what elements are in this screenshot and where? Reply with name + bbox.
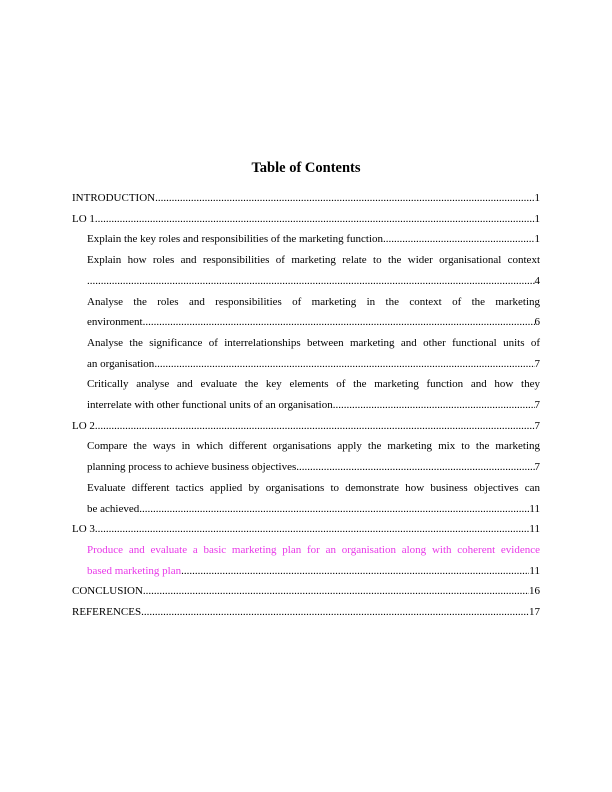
toc-leader-line xyxy=(87,312,540,333)
dot-leader xyxy=(155,188,534,209)
toc-entry-label: be achieved xyxy=(87,502,140,515)
toc-page-number: 7 xyxy=(534,357,540,370)
toc-entry-label: REFERENCES xyxy=(72,606,142,619)
toc-entry[interactable] xyxy=(72,416,540,437)
toc-entry-label: an organisation xyxy=(87,357,155,370)
toc-entry-label: INTRODUCTION xyxy=(72,192,156,204)
toc-leader-line xyxy=(72,209,540,230)
toc-page-number: 11 xyxy=(529,564,540,577)
toc-entry[interactable] xyxy=(72,292,540,333)
toc-entry-label: LO 3 xyxy=(72,523,95,536)
toc-leader-line xyxy=(87,229,540,250)
toc-entry[interactable] xyxy=(72,250,540,291)
dot-leader xyxy=(95,416,535,437)
dot-leader xyxy=(154,354,534,375)
toc-page-number: 7 xyxy=(534,461,540,474)
toc-page-number: 1 xyxy=(534,212,540,225)
toc-entry-text: Explain how roles and responsibilities of marketing relate to the wider organisational context xyxy=(87,254,540,267)
toc-entry[interactable] xyxy=(72,436,540,477)
toc-page-number: 7 xyxy=(534,399,540,412)
toc-leader-line xyxy=(87,499,540,520)
dot-leader xyxy=(296,457,534,478)
dot-leader xyxy=(87,271,535,292)
dot-leader xyxy=(139,499,529,520)
toc-leader-line xyxy=(72,188,540,209)
dot-leader xyxy=(181,561,529,582)
toc-page-number: 7 xyxy=(534,419,540,432)
dot-leader xyxy=(143,312,535,333)
toc-leader-line xyxy=(87,395,540,416)
toc-entry[interactable] xyxy=(72,209,540,230)
toc-entry-text: Analyse the significance of interrelationships between marketing and other functional units of xyxy=(87,336,540,349)
toc-entry[interactable] xyxy=(72,540,540,581)
toc-entry-label: planning process to achieve business objectives xyxy=(87,461,297,474)
toc-entry-text: Analyse the roles and responsibilities of marketing in the context of the marketing xyxy=(87,295,540,308)
dot-leader xyxy=(143,581,529,602)
dot-leader xyxy=(95,209,535,230)
toc-entry[interactable] xyxy=(72,333,540,374)
toc-entry-text: Produce and evaluate a basic marketing plan for an organisation along with coherent evidence xyxy=(87,543,540,556)
toc-leader-line xyxy=(87,354,540,375)
dot-leader xyxy=(141,602,529,623)
toc-page-number: 4 xyxy=(534,274,540,287)
toc-entry[interactable] xyxy=(72,581,540,602)
toc-page-number: 16 xyxy=(529,585,540,598)
toc-entry-label: Explain the key roles and responsibilities of the marketing function xyxy=(87,233,384,246)
toc-entry-label: based marketing plan xyxy=(87,564,182,577)
dot-leader xyxy=(95,519,529,540)
toc-entry-text: Evaluate different tactics applied by organisations to demonstrate how business objectives can xyxy=(87,481,540,494)
toc-leader-line xyxy=(87,457,540,478)
toc-entry[interactable] xyxy=(72,519,540,540)
toc-entry[interactable] xyxy=(72,478,540,519)
toc-leader-line xyxy=(72,581,540,602)
toc-page-number: 6 xyxy=(534,316,540,329)
toc-page-number: 11 xyxy=(529,502,540,515)
toc-leader-line xyxy=(87,561,540,582)
toc-entry-label: environment xyxy=(87,316,143,329)
toc-leader-line xyxy=(87,271,540,292)
toc-page-number: 11 xyxy=(529,523,540,536)
toc-entry-label: LO 1 xyxy=(72,212,95,225)
toc-page-number: 1 xyxy=(534,233,540,246)
toc-entry[interactable] xyxy=(72,188,540,209)
table-of-contents xyxy=(72,188,540,623)
toc-entry-text: Compare the ways in which different organisations apply the marketing mix to the marketing xyxy=(87,440,540,453)
dot-leader xyxy=(333,395,535,416)
toc-entry[interactable] xyxy=(72,374,540,415)
toc-leader-line xyxy=(72,602,540,623)
toc-page-number: 17 xyxy=(529,606,540,619)
toc-leader-line xyxy=(72,519,540,540)
toc-entry[interactable] xyxy=(72,229,540,250)
toc-entry[interactable] xyxy=(72,602,540,623)
toc-leader-line xyxy=(72,416,540,437)
dot-leader xyxy=(383,229,534,250)
toc-entry-label: LO 2 xyxy=(72,419,95,432)
toc-entry-text: Critically analyse and evaluate the key elements of the marketing function and how they xyxy=(87,378,540,391)
toc-entry-label: CONCLUSION xyxy=(72,585,143,598)
toc-title: Table of Contents xyxy=(251,160,361,176)
toc-page-number: 1 xyxy=(534,192,540,204)
toc-entry-label: interrelate with other functional units of an organisation xyxy=(87,399,333,412)
